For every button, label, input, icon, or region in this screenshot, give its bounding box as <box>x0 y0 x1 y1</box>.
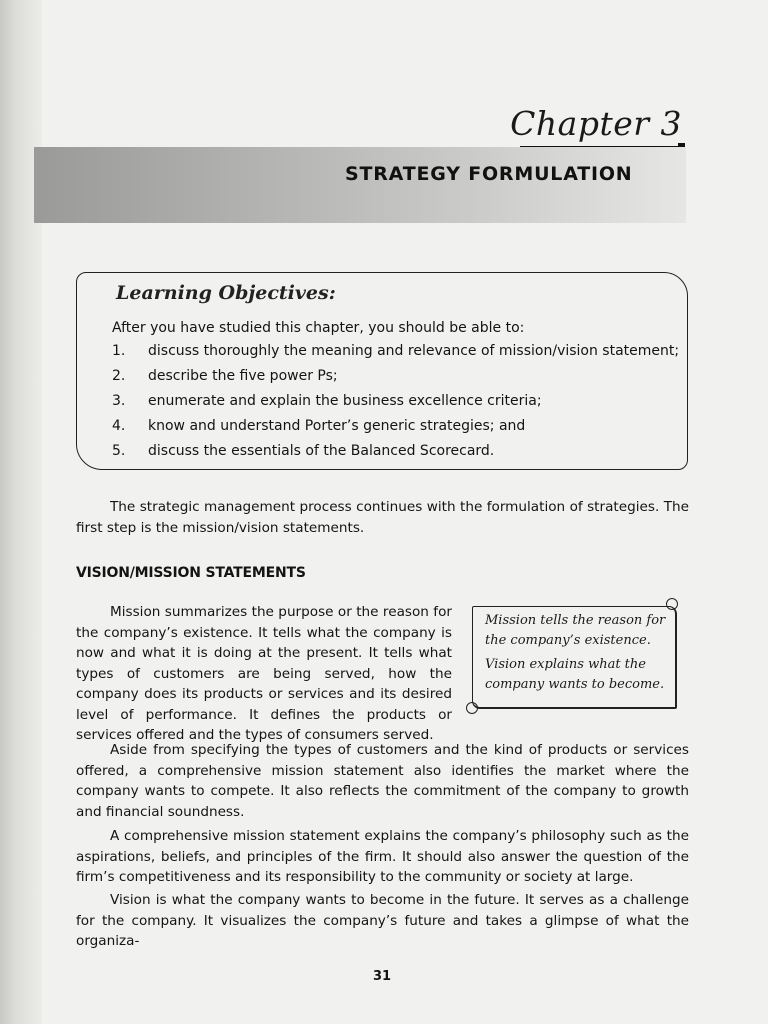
objective-number: 1. <box>112 343 126 359</box>
objective-text: discuss the essentials of the Balanced Scorecard. <box>148 443 495 459</box>
objective-number: 4. <box>112 418 126 434</box>
chapter-label: Chapter 3 <box>510 104 682 143</box>
intro-paragraph: The strategic management process continues with the formulation of strategies. The first step is the mission/vision statements. <box>76 499 689 536</box>
objective-text: describe the five power Ps; <box>148 368 338 384</box>
callout-mission-note: Mission tells the reason for the company’s existence. <box>485 613 666 648</box>
callout-text <box>485 611 671 699</box>
objective-text: know and understand Porter’s generic strategies; and <box>148 418 526 434</box>
learning-objectives-intro: After you have studied this chapter, you should be able to: <box>112 320 525 336</box>
aside-paragraph: Aside from specifying the types of customers and the kind of products or services offered, a comprehensive mission statement also identifies the market where the company wants to compete. It also reflects the commitment of the company to growth and financial soundness. <box>76 742 689 820</box>
objective-text: enumerate and explain the business excellence criteria; <box>148 393 542 409</box>
objective-number: 3. <box>112 393 126 409</box>
section-heading: VISION/MISSION STATEMENTS <box>76 565 306 581</box>
vision-paragraph: Vision is what the company wants to become in the future. It serves as a challenge for the company. It visualizes the company’s future and takes a glimpse of what the organiza- <box>76 892 689 949</box>
scroll-curl-decoration <box>666 598 678 610</box>
chapter-title-banner <box>34 147 686 223</box>
scroll-curl-decoration <box>466 702 478 714</box>
chapter-title: STRATEGY FORMULATION <box>345 163 633 185</box>
callout-vision-note: Vision explains what the company wants to become. <box>485 657 665 692</box>
comprehensive-paragraph: A comprehensive mission statement explains the company’s philosophy such as the aspirations, beliefs, and principles of the firm. It should also answer the question of the firm’s competitiveness and its responsibility to the community or society at large. <box>76 828 689 885</box>
mission-paragraph: Mission summarizes the purpose or the reason for the company’s existence. It tells what the company is now and what it is doing at the present. It tells what types of customers are being served, how the company does its products or services and its desired level of performance. It defines the products or services offered and the types of consumers served. <box>76 604 452 743</box>
objective-number: 5. <box>112 443 126 459</box>
page-number: 31 <box>373 969 392 984</box>
objective-text: discuss thoroughly the meaning and relevance of mission/vision statement; <box>148 343 680 359</box>
objective-number: 2. <box>112 368 126 384</box>
learning-objectives-heading: Learning Objectives: <box>116 282 336 304</box>
